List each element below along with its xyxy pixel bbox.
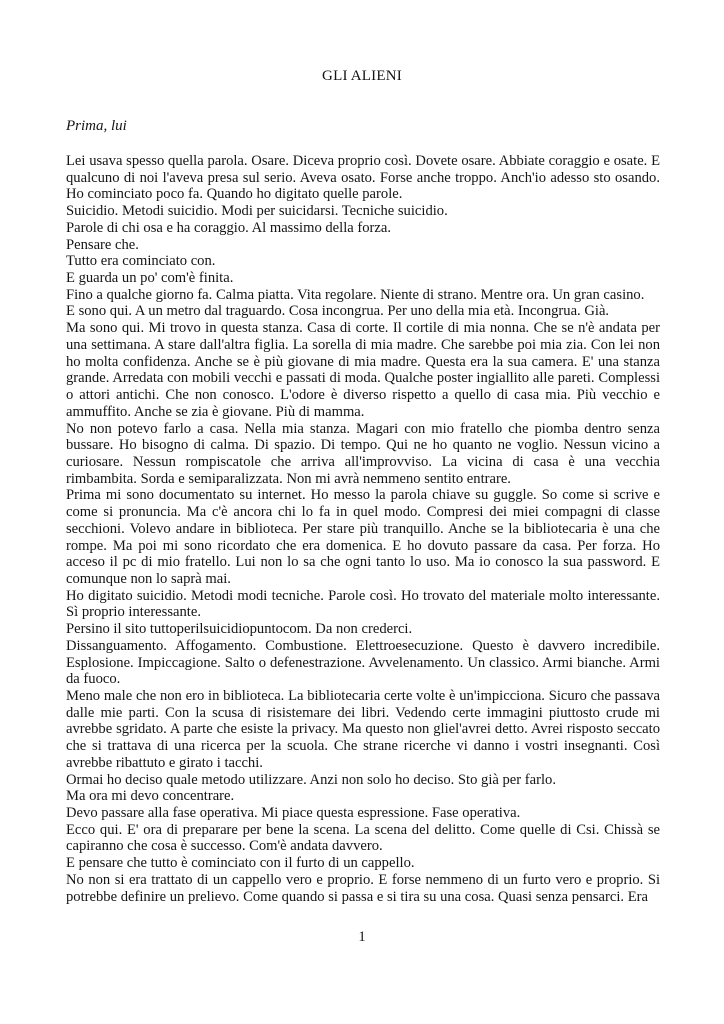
paragraph: Tutto era cominciato con. [66, 253, 216, 270]
paragraph: Ormai ho deciso quale metodo utilizzare. Anzi non solo ho deciso. Sto già per farlo. [66, 771, 556, 788]
paragraph: Parole di chi osa e ha coraggio. Al massimo della forza. [66, 219, 392, 236]
paragraph: Meno male che non ero in biblioteca. La bibliotecaria certe volte è un'impicciona. Sicuro che passava dalle mie parti. Con la scusa di risistemare dei libri. Vedendo certe immagini piuttosto crude mi avrebbe sgridato. A parte che esiste la privacy. Ma questo non gliel'avrei detto. Avrei risposto seccato che si trattava di una ricerca per la scuola. Che strane ricerche vi danno i vostri insegnanti. Così avrebbe ribattuto e girato i tacchi. [66, 688, 660, 771]
paragraph: Pensare che. [66, 236, 139, 253]
paragraph: Lei usava spesso quella parola. Osare. Diceva proprio così. Dovete osare. Abbiate coraggio e osate. E qualcuno di noi l'aveva presa sul serio. Aveva osato. Forse anche troppo. Anch'io adesso sto osando. Ho cominciato poco fa. Quando ho digitato quelle parole. [66, 153, 660, 203]
paragraph: No non si era trattato di un cappello vero e proprio. E forse nemmeno di un furto vero e proprio. Si potrebbe definire un prelievo. Come quando si passa e si tira su una cosa. Quasi senza pensarci. Era [66, 871, 660, 905]
paragraph: Devo passare alla fase operativa. Mi piace questa espressione. Fase operativa. [66, 805, 521, 822]
paragraph: Ho digitato suicidio. Metodi modi tecniche. Parole così. Ho trovato del materiale molto interessante. Sì proprio interessante. [66, 587, 660, 621]
page-number: 1 [358, 929, 366, 945]
paragraph: No non potevo farlo a casa. Nella mia stanza. Magari con mio fratello che piomba dentro senza bussare. Ho bisogno di calma. Di spazio. Di tempo. Qui ne ho quanto ne voglio. Nessun vicino a curiosare. Nessun rompiscatole che arriva all'improvviso. La vicina di casa è una vecchia rimbambita. Sorda e semiparalizzata. Non mi avrà nemmeno sentito entrare. [66, 420, 660, 487]
paragraph: E guarda un po' com'è finita. [66, 270, 234, 287]
paragraph: E pensare che tutto è cominciato con il furto di un cappello. [66, 855, 415, 872]
paragraph: Ma sono qui. Mi trovo in questa stanza. Casa di corte. Il cortile di mia nonna. Che se n'è andata per una settimana. A stare dall'altra figlia. La sorella di mia madre. Che sarebbe poi mia zia. Con lei non ho molta confidenza. Anche se è più giovane di mia madre. Questa era la sua camera. E' una stanza grande. Arredata con mobili vecchi e passati di moda. Qualche poster ingiallito alle pareti. Complessi o attori antichi. Che non conosco. L'odore è diverso rispetto a quello di casa mia. Più vecchio e ammuffito. Anche se zia è giovane. Più di mamma. [66, 320, 660, 420]
paragraph: Persino il sito tuttoperilsuicidiopuntocom. Da non crederci. [66, 621, 413, 638]
paragraph: E sono qui. A un metro dal traguardo. Cosa incongrua. Per uno della mia età. Incongrua. Già. [66, 303, 610, 320]
paragraph: Ma ora mi devo concentrare. [66, 788, 235, 805]
paragraph: Ecco qui. E' ora di preparare per bene la scena. La scena del delitto. Come quelle di Csi. Chissà se capiranno che cosa è successo. Com'è andata davvero. [66, 821, 660, 855]
document-title: GLI ALIENI [322, 68, 402, 84]
paragraph: Dissanguamento. Affogamento. Combustione. Elettroesecuzione. Questo è davvero incredibile. Esplosione. Impiccagione. Salto o defenestrazione. Avvelenamento. Un classico. Armi bianche. Armi da fuoco. [66, 637, 660, 688]
paragraph: Fino a qualche giorno fa. Calma piatta. Vita regolare. Niente di strano. Mentre ora. Un gran casino. [66, 286, 645, 303]
section-heading: Prima, lui [66, 118, 127, 134]
paragraph: Prima mi sono documentato su internet. Ho messo la parola chiave su guggle. So come si scrive e come si pronuncia. Ma c'è ancora chi lo fa in quel modo. Compresi dei miei compagni di classe secchioni. Volevo andare in biblioteca. Per stare più tranquillo. Anche se la bibliotecaria è una che rompe. Ma poi mi sono ricordato che era domenica. E ho dovuto passare da casa. Per forza. Ho acceso il pc di mio fratello. Lui non lo sa che ogni tanto lo uso. Ma io conosco la sua password. E comunque non lo saprà mai. [66, 487, 660, 587]
paragraph: Suicidio. Metodi suicidio. Modi per suicidarsi. Tecniche suicidio. [66, 203, 448, 220]
document-body [66, 153, 660, 905]
